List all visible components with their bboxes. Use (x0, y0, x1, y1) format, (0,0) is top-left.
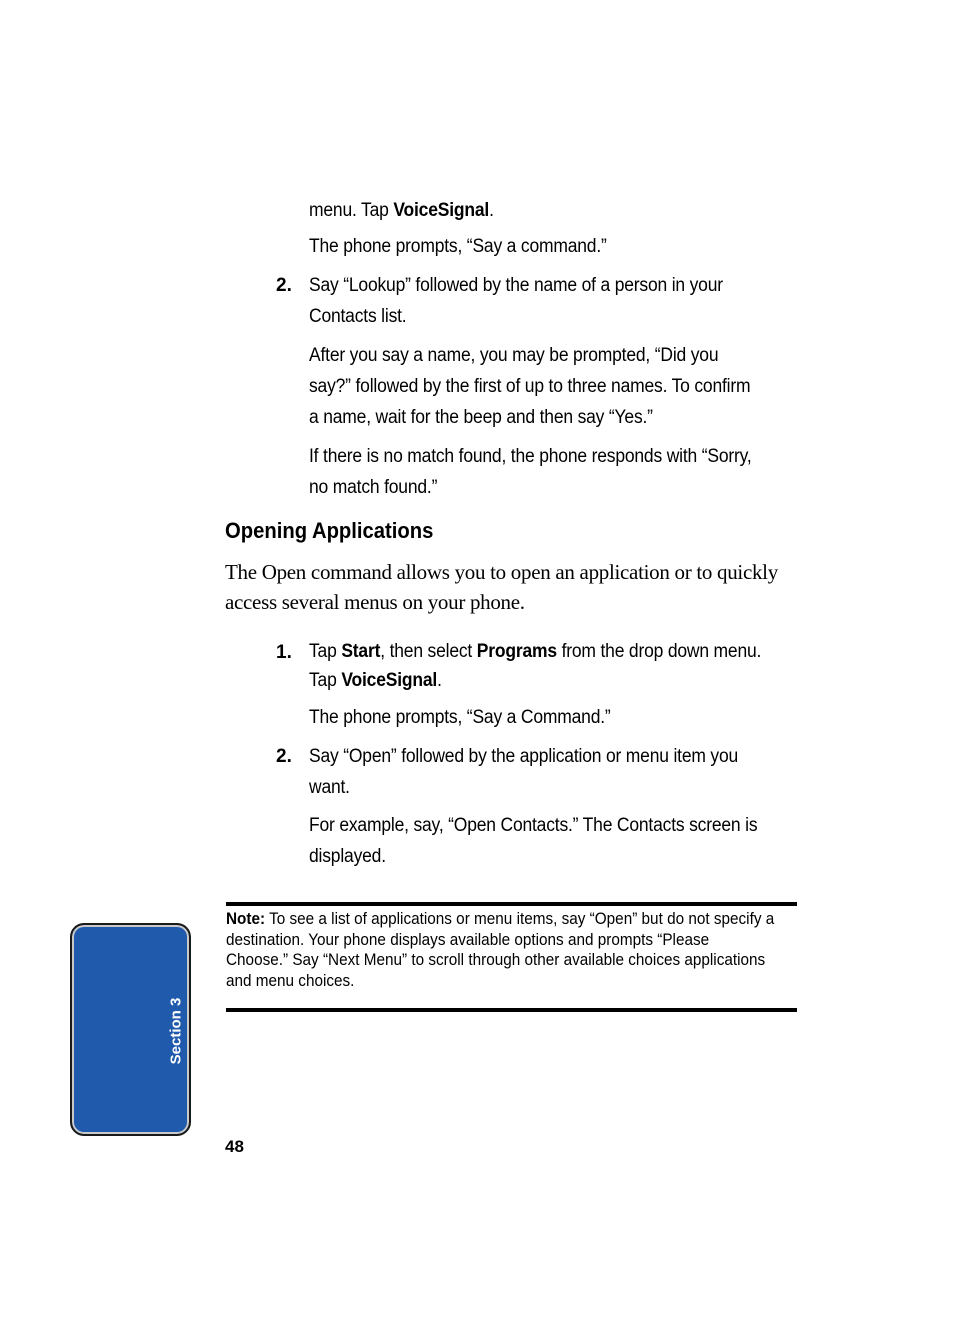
section-tab-label: Section 3 (167, 997, 185, 1065)
voicesignal-term: VoiceSignal (393, 200, 490, 221)
step-continuation-text: menu. Tap (309, 200, 394, 221)
note-block (226, 909, 775, 991)
start-term: Start (341, 641, 381, 662)
step-continuation (309, 195, 764, 226)
page-number: 48 (225, 1137, 244, 1156)
lookup-step2-no-match: If there is no match found, the phone responds with “Sorry, no match found.” (309, 446, 752, 498)
note-label: Note: (226, 909, 266, 928)
open-step1-part: . (437, 670, 442, 691)
open-step1-part: from the drop down menu. Tap (309, 641, 762, 691)
note-bottom-rule (226, 1008, 797, 1012)
voicesignal-term: VoiceSignal (341, 670, 438, 691)
section-heading: Opening Applications (225, 518, 434, 543)
lookup-step2-number: 2. (276, 275, 292, 296)
note-text: To see a list of applications or menu items, say “Open” but do not specify a destination. Your phone displays available options and prompts “Please Choose.” Say “Next Menu” to scroll through other available choices applications and menu choices. (226, 909, 775, 990)
open-step1-number: 1. (276, 642, 292, 663)
open-step1-text (309, 637, 764, 695)
open-step2-text: Say “Open” followed by the application or menu item you want. (309, 746, 739, 798)
step-continuation-end: . (489, 200, 494, 221)
open-step1-prompt: The phone prompts, “Say a Command.” (309, 707, 611, 728)
lookup-step2-text: Say “Lookup” followed by the name of a person in your Contacts list. (309, 275, 723, 327)
programs-term: Programs (476, 641, 557, 662)
open-step2-example: For example, say, “Open Contacts.” The Contacts screen is displayed. (309, 815, 758, 867)
lookup-step2-detail: After you say a name, you may be prompted, “Did you say?” followed by the first of up to three names. To confirm a name, wait for the beep and then say “Yes.” (309, 345, 751, 428)
lookup-prompt: The phone prompts, “Say a command.” (309, 236, 607, 257)
open-step2-number: 2. (276, 746, 292, 767)
section-intro: The Open command allows you to open an application or to quickly access several menus on your phone. (225, 560, 778, 614)
open-step1-part: , then select (380, 641, 477, 662)
note-top-rule (226, 902, 797, 906)
open-step1-part: Tap (309, 641, 342, 662)
